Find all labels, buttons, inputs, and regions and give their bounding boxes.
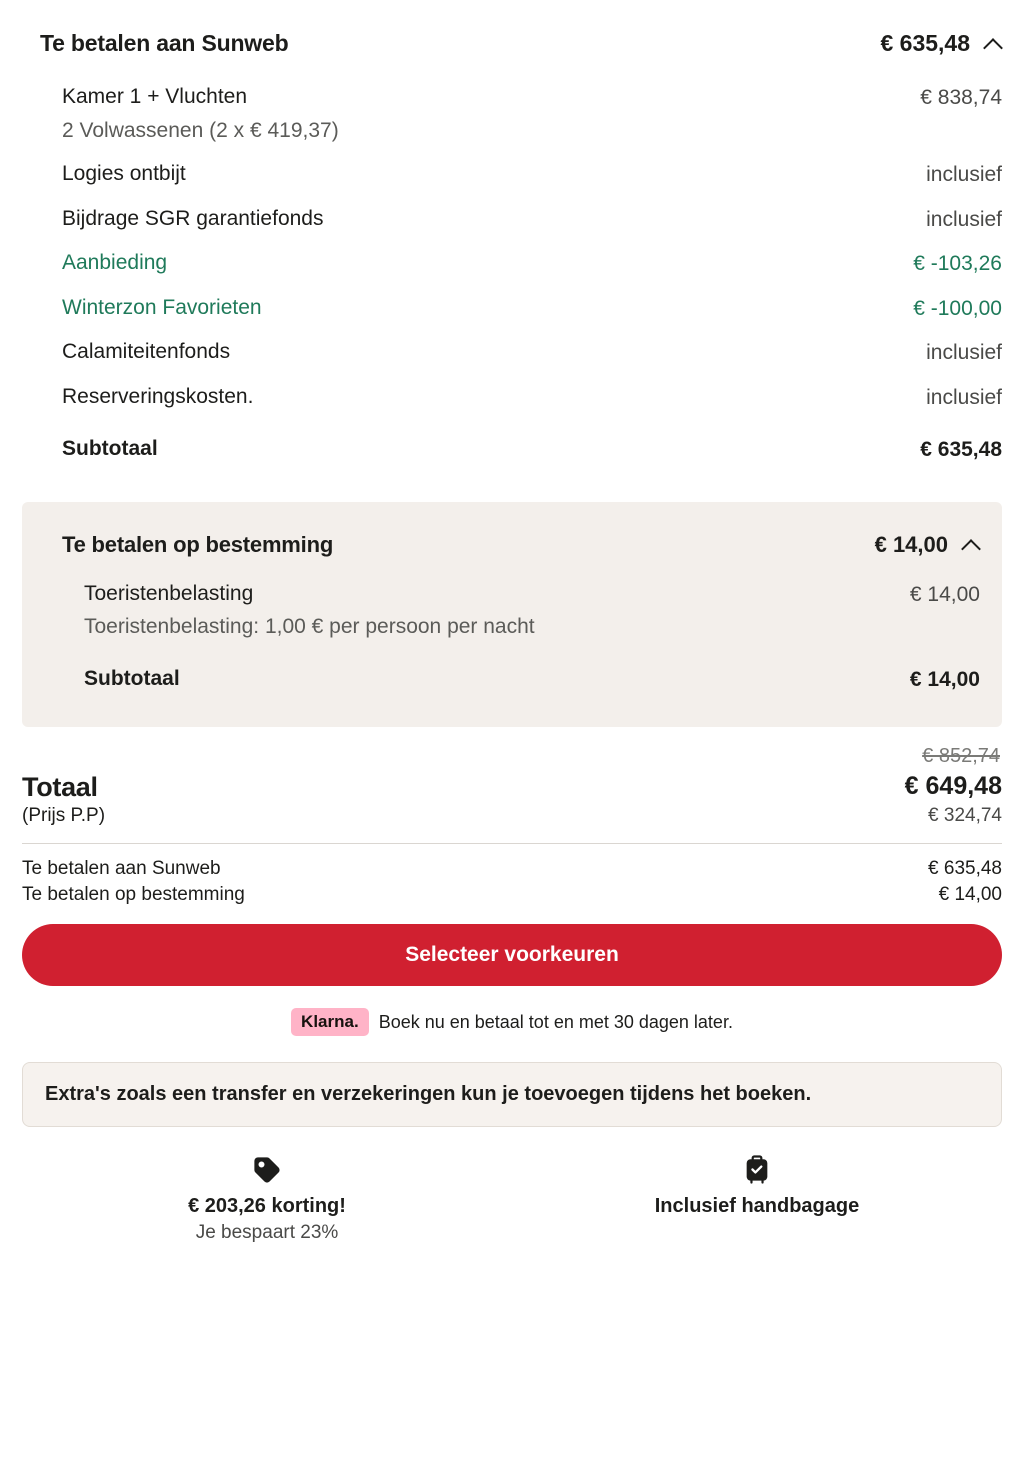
section-pay-to-sunweb [0,0,1024,472]
destination-section-header[interactable] [44,524,980,572]
perks-row [0,1127,1024,1244]
row-value: inclusief [926,385,1002,409]
breakdown-row [22,856,1002,882]
breakdown-value: € 635,48 [928,858,1002,879]
subtotal-label: Subtotaal [84,666,180,690]
destination-section-title: Te betalen op bestemming [62,531,334,557]
perk-hand-luggage-line1: Inclusief handbagage [654,1195,860,1217]
table-row [62,75,1002,152]
row-label: Winterzon Favorieten [62,295,262,319]
perk-discount-line2: Je bespaart 23% [195,1222,339,1243]
breakdown-value: € 14,00 [938,884,1002,905]
row-label: Reserveringskosten. [62,384,254,408]
row-label: Calamiteitenfonds [62,340,231,363]
sunweb-rows [22,75,1002,472]
chevron-up-icon[interactable] [962,536,980,554]
sunweb-section-amount: € 635,48 [880,30,970,56]
breakdown-label: Te betalen aan Sunweb [22,858,221,879]
destination-section-amount: € 14,00 [874,531,948,557]
table-row [84,572,980,649]
extras-notice: Extra's zoals een transfer en verzekeringen kun je toevoegen tijdens het boeken. [22,1062,1002,1127]
perk-discount-line1: € 203,26 korting! [188,1195,346,1217]
row-value: inclusief [926,341,1002,364]
select-preferences-button[interactable]: Selecteer voorkeuren [22,924,1002,986]
row-label: Logies ontbijt [62,162,186,185]
row-sublabel: Toeristenbelasting: 1,00 € per persoon per nacht [84,615,535,638]
breakdown-row [22,882,1002,908]
destination-rows [44,572,980,702]
subtotal-value: € 635,48 [920,438,1002,461]
section-pay-at-destination [22,502,1002,728]
klarna-promo [0,986,1024,1036]
total-left [22,772,105,827]
row-sublabel: 2 Volwassenen (2 x € 419,37) [62,118,339,142]
breakdown-label: Te betalen op bestemming [22,884,245,905]
total-right [905,772,1002,827]
chevron-up-icon[interactable] [984,35,1002,53]
total-label: Totaal [22,772,98,802]
row-label: Kamer 1 + Vluchten [62,85,248,108]
subtotal-label: Subtotaal [62,437,158,460]
total-main-row [22,768,1002,827]
row-value: € -103,26 [913,252,1002,275]
row-label: Aanbieding [62,251,168,274]
klarna-text: Boek nu en betaal tot en met 30 dagen later. [378,1011,733,1032]
table-row [62,197,1002,242]
row-value: inclusief [926,163,1002,186]
table-row [62,375,1002,420]
table-row-discount [62,286,1002,331]
row-label: Bijdrage SGR garantiefonds [62,206,324,230]
original-price: € 852,74 [922,745,1000,767]
row-value: € 838,74 [920,86,1002,109]
price-per-person-value: € 324,74 [928,805,1002,826]
price-per-person-label: (Prijs P.P) [22,805,106,826]
sunweb-subtotal-row [62,419,1002,472]
price-tag-icon [22,1153,512,1187]
sunweb-section-header[interactable] [22,22,1002,75]
cta-container [0,908,1024,986]
destination-subtotal-row [84,649,980,702]
table-row-discount [62,241,1002,286]
klarna-logo: Klarna. [291,1008,369,1036]
perk-hand-luggage [512,1153,1002,1244]
sunweb-section-header-right [880,30,1002,57]
subtotal-value: € 14,00 [909,667,980,691]
perk-discount [22,1153,512,1244]
table-row [62,152,1002,197]
row-value: inclusief [926,207,1002,231]
total-value: € 649,48 [904,772,1002,800]
sunweb-section-title: Te betalen aan Sunweb [40,30,289,56]
table-row [62,330,1002,375]
row-value: € -100,00 [913,296,1002,320]
row-value: € 14,00 [909,582,980,606]
totals-block [0,727,1024,908]
destination-section-header-right [875,532,980,558]
divider [22,843,1002,844]
cabin-bag-check-icon [512,1153,1002,1187]
row-label: Toeristenbelasting [84,581,254,605]
